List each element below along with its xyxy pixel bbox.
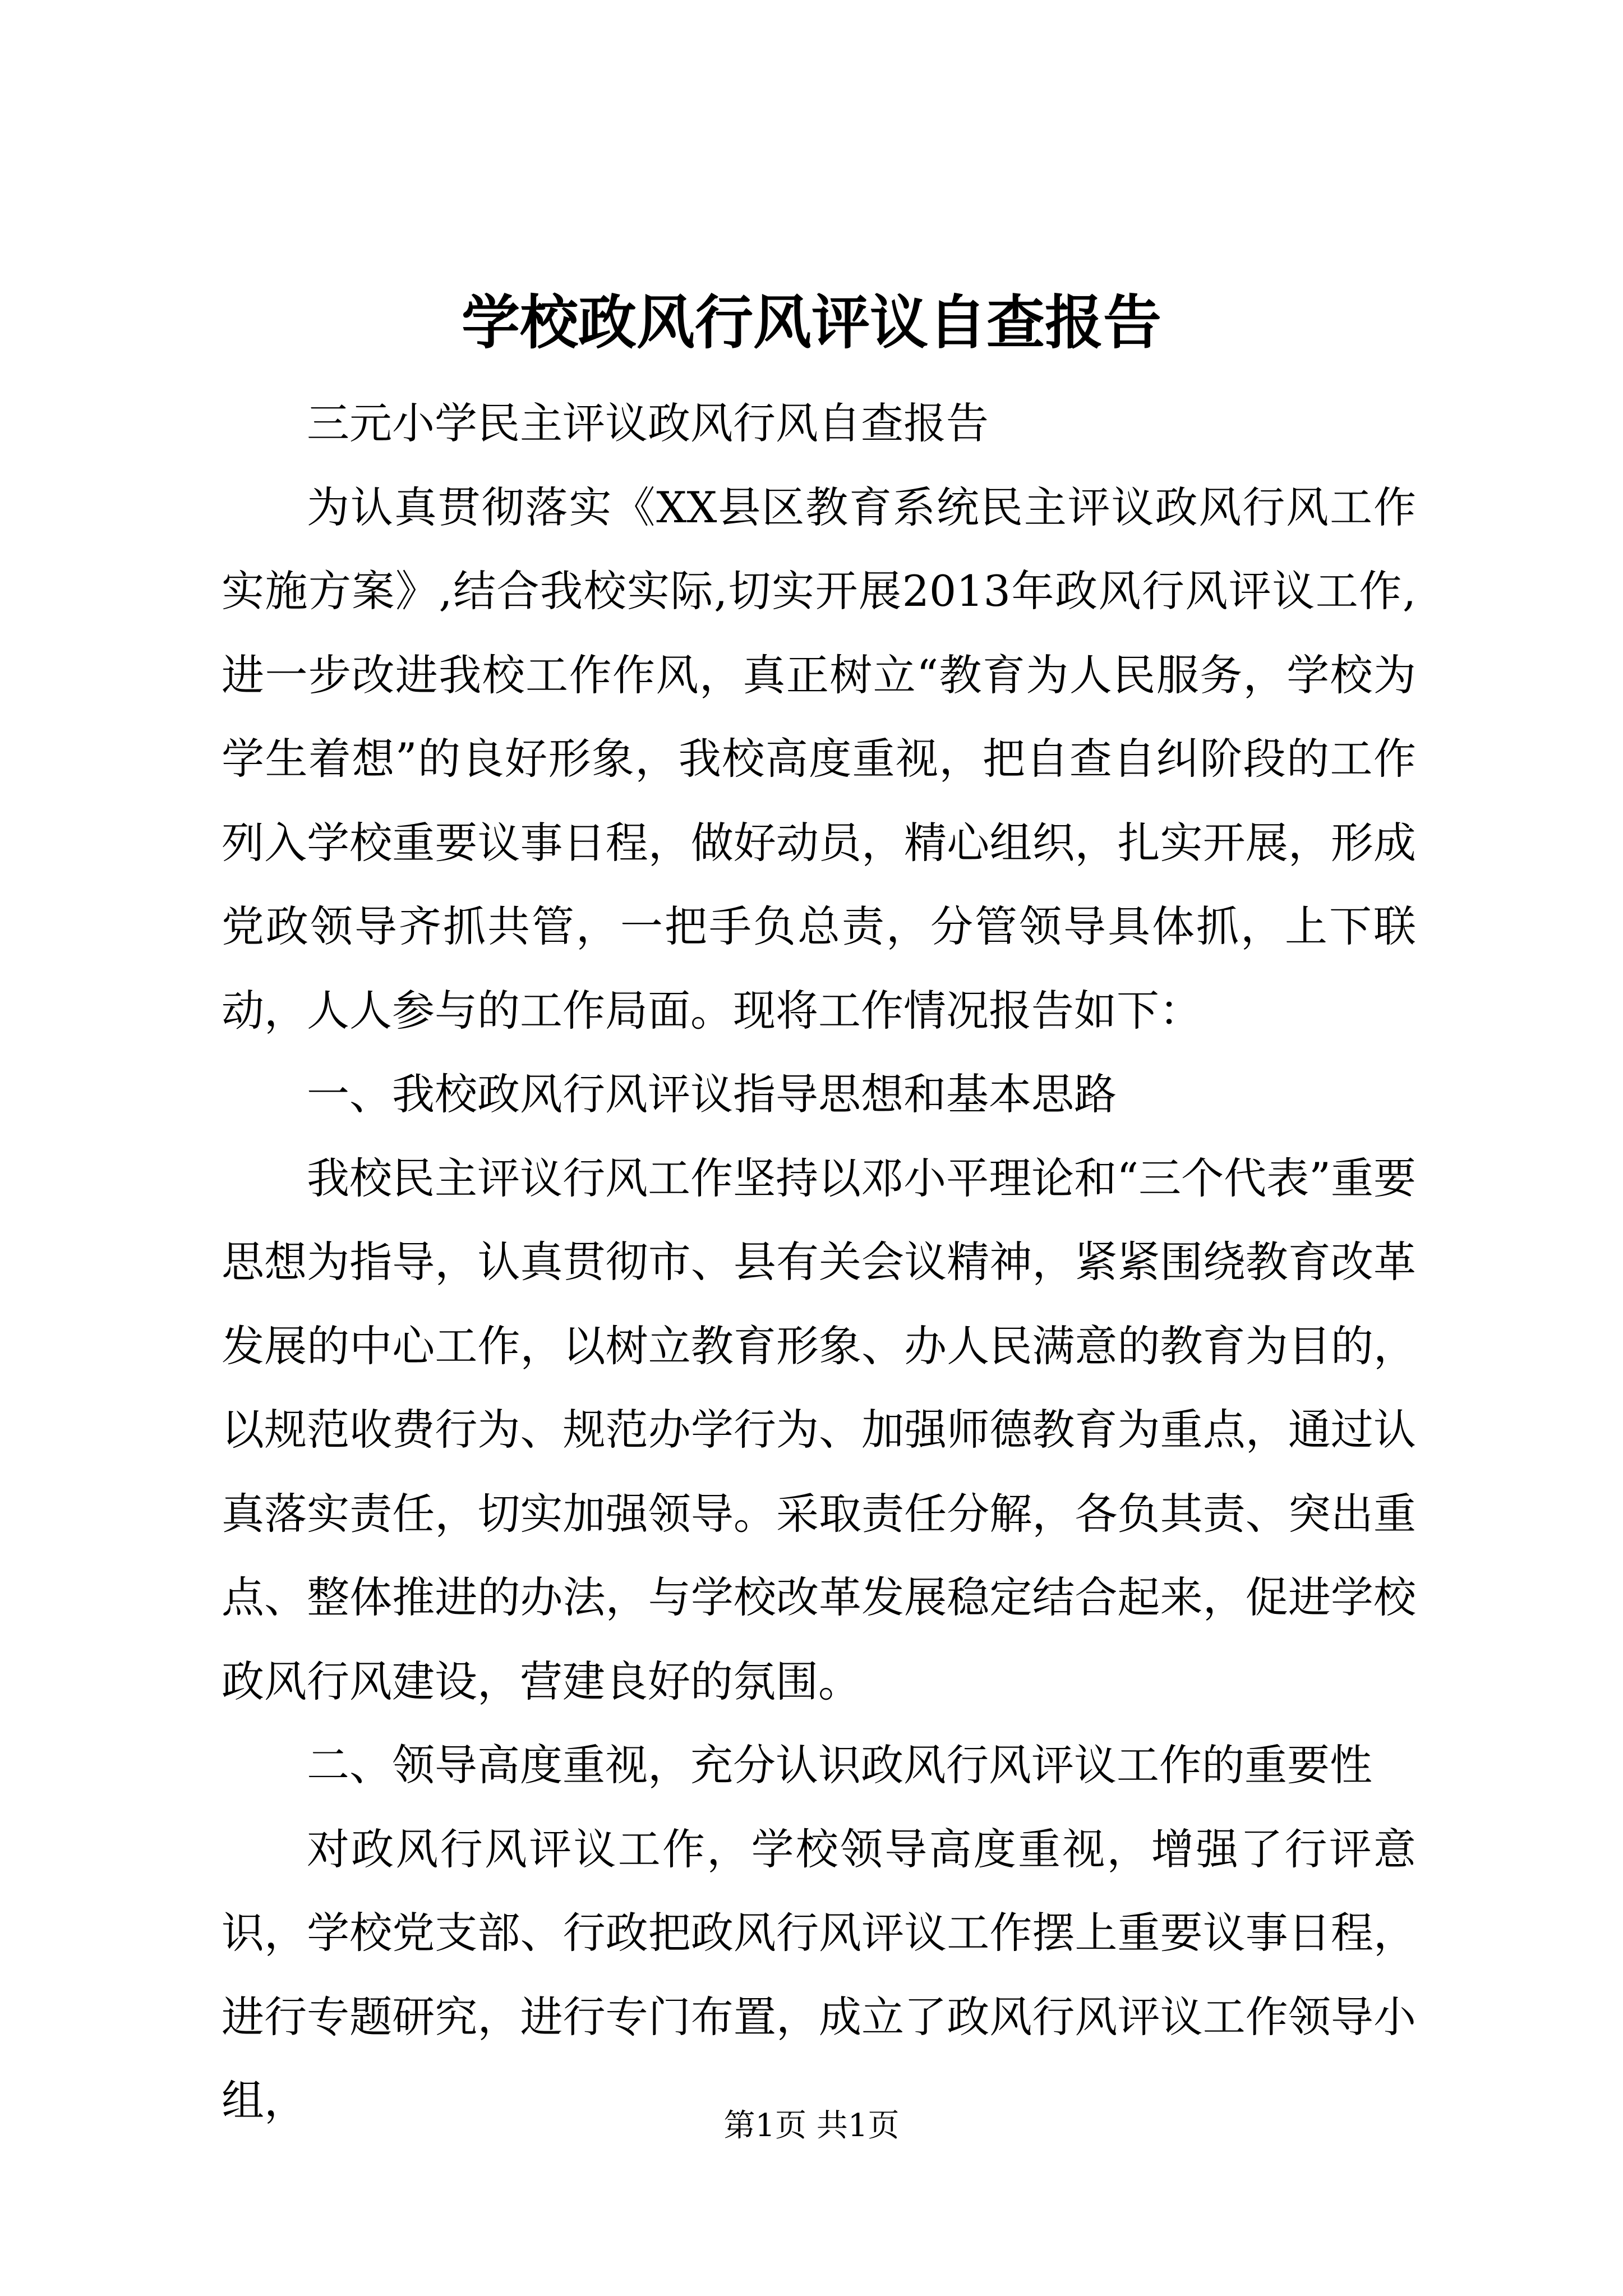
section-paragraph-2: 对政风行风评议工作，学校领导高度重视，增强了行评意识，学校党支部、行政把政风行风评议工作摆上重要议事日程，进行专题研究，进行专门布置，成立了政风行风评议工作领导小组， (222, 1824, 1416, 2125)
document-body (222, 381, 1416, 2143)
report-subtitle: 三元小学民主评议政风行风自查报告 (307, 398, 989, 448)
section-paragraph-1: 我校民主评议行风工作坚持以邓小平理论和“三个代表”重要思想为指导，认真贯彻市、县有关会议精神，紧紧围绕教育改革发展的中心工作，以树立教育形象、办人民满意的教育为目的，以规范收费行为、规范办学行为、加强师德教育为重点，通过认真落实责任，切实加强领导。采取责任分解，各负其责、突出重点、整体推进的办法，与学校改革发展稳定结合起来，促进学校政风行风建设，营建良好的氛围。 (222, 1153, 1416, 1706)
section-heading-1: 一、我校政风行风评议指导思想和基本思路 (307, 1069, 1117, 1119)
page-footer: 第1页 共1页 (723, 2108, 900, 2144)
intro-paragraph: 为认真贯彻落实《XX县区教育系统民主评议政风行风工作实施方案》,结合我校实际,切实开展2013年政风行风评议工作,进一步改进我校工作作风，真正树立“教育为人民服务，学校为学生着想”的良好形象，我校高度重视，把自查自纠阶段的工作列入学校重要议事日程，做好动员，精心组织，扎实开展，形成党政领导齐抓共管，一把手负总责，分管领导具体抓，上下联动，人人参与的工作局面。现将工作情况报告如下： (222, 482, 1416, 1036)
section-heading-2: 二、领导高度重视，充分认识政风行风评议工作的重要性 (307, 1740, 1372, 1790)
document-title: 学校政风行风评议自查报告 (461, 288, 1161, 357)
